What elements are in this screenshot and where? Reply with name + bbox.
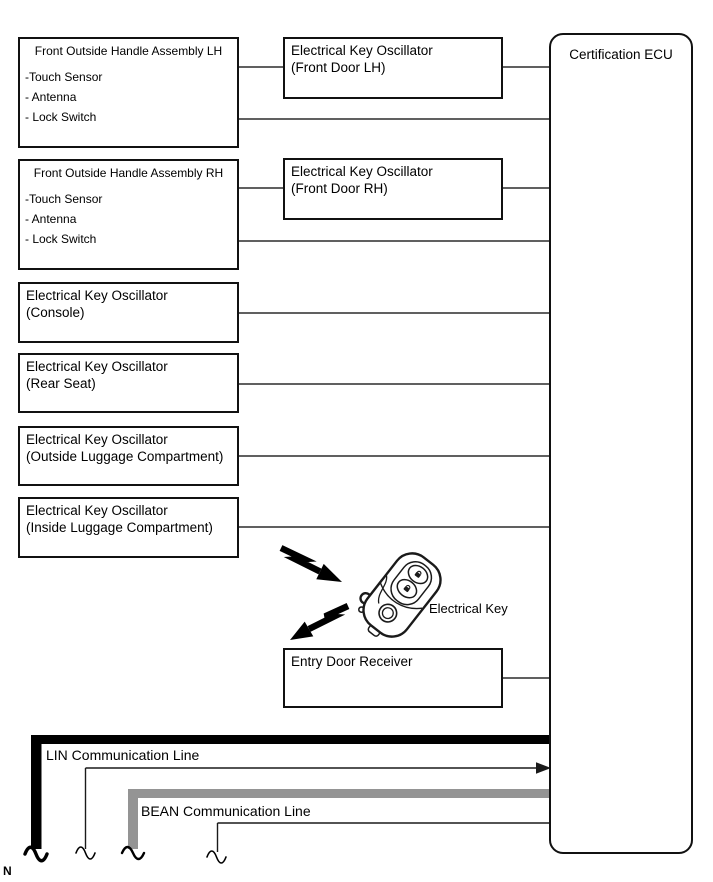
lin-communication-line-label: LIN Communication Line — [46, 747, 200, 763]
radio-wave-receive-icon — [290, 606, 348, 640]
lin-bus-horizontal — [31, 735, 552, 744]
bean-communication-line-label: BEAN Communication Line — [141, 803, 311, 819]
handle-assembly-lh-title: Front Outside Handle Assembly LH — [34, 44, 223, 58]
break-mark-icon — [25, 847, 47, 861]
handle-rh-item-lock-switch: - Lock Switch — [25, 232, 97, 246]
handle-assembly-rh-title: Front Outside Handle Assembly RH — [33, 166, 224, 180]
certification-ecu-label: Certification ECU — [569, 47, 673, 62]
oscillator-front-door-rh-line2: (Front Door RH) — [291, 180, 388, 196]
figure-footnote: N — [3, 864, 13, 878]
certification-ecu-box — [549, 33, 693, 854]
oscillator-rear-seat-box — [18, 353, 239, 413]
oscillator-outside-luggage-box — [18, 426, 239, 486]
bean-bus-vertical — [128, 789, 138, 849]
handle-assembly-lh-box — [18, 37, 239, 148]
oscillator-inside-luggage-line1: Electrical Key Oscillator — [26, 503, 168, 518]
oscillator-inside-luggage-line2: (Inside Luggage Compartment) — [26, 519, 213, 535]
oscillator-outside-luggage-line2: (Outside Luggage Compartment) — [26, 448, 224, 464]
oscillator-console-line1: Electrical Key Oscillator — [26, 288, 168, 303]
entry-door-receiver-label: Entry Door Receiver — [291, 654, 413, 669]
oscillator-front-door-lh-line1: Electrical Key Oscillator — [291, 43, 433, 58]
oscillator-front-door-lh-box — [283, 37, 503, 99]
oscillator-inside-luggage-box — [18, 497, 239, 558]
break-marks — [25, 847, 226, 863]
handle-assembly-rh-box — [18, 159, 239, 270]
bean-branch-wire — [218, 823, 553, 852]
oscillator-front-door-rh-line1: Electrical Key Oscillator — [291, 164, 433, 179]
oscillator-front-door-lh-line2: (Front Door LH) — [291, 59, 386, 75]
electrical-key-icon — [347, 542, 448, 649]
handle-lh-item-touch-sensor: -Touch Sensor — [25, 70, 103, 84]
oscillator-rear-seat-line1: Electrical Key Oscillator — [26, 359, 168, 374]
electrical-key-label: Electrical Key — [429, 601, 508, 616]
radio-wave-transmit-icon — [281, 548, 342, 582]
oscillator-front-door-rh-box — [283, 158, 503, 220]
oscillator-rear-seat-line2: (Rear Seat) — [26, 375, 96, 391]
handle-rh-item-touch-sensor: -Touch Sensor — [25, 192, 103, 206]
handle-lh-item-antenna: - Antenna — [25, 90, 77, 104]
oscillator-console-line2: (Console) — [26, 304, 85, 320]
oscillator-outside-luggage-line1: Electrical Key Oscillator — [26, 432, 168, 447]
handle-lh-item-lock-switch: - Lock Switch — [25, 110, 97, 124]
entry-door-receiver-box — [283, 648, 503, 708]
lin-bus-vertical — [31, 735, 42, 849]
break-mark-icon — [207, 851, 226, 863]
bean-bus-horizontal — [128, 789, 552, 798]
bean-bus-line — [128, 789, 552, 849]
oscillator-console-box — [18, 282, 239, 343]
handle-rh-item-antenna: - Antenna — [25, 212, 77, 226]
